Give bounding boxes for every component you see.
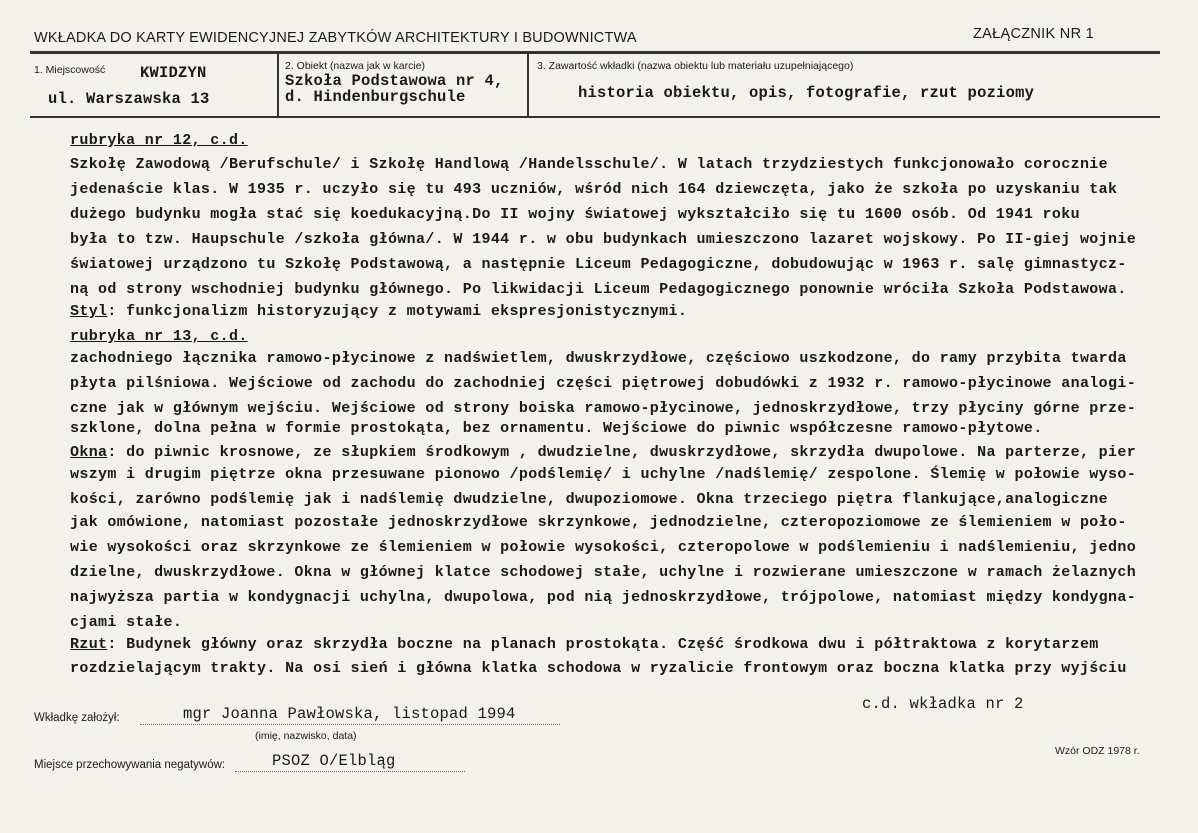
object-value: Szkoła Podstawowa nr 4, xyxy=(285,72,504,90)
style-text: : funkcjonalizm historyzujący z motywami ekspresjonistycznymi. xyxy=(107,303,688,320)
history-line-2: jedenaście klas. W 1935 r. uczyło się tu 493 uczniów, wśród nich 164 dziewczęta, jako że szkoła po uzyskaniu tak xyxy=(70,181,1118,198)
continued-note: c.d. wkładka nr 2 xyxy=(862,695,1024,713)
section-heading-13: rubryka nr 13, c.d. xyxy=(70,328,248,345)
storage-label: Miejsce przechowywania negatywów: xyxy=(34,759,226,771)
section-heading-12: rubryka nr 12, c.d. xyxy=(70,132,248,149)
history-line-1: Szkołę Zawodową /Berufschule/ i Szkołę Handlową /Handelsschule/. W latach trzydziestych funkcjonowało corocznie xyxy=(70,156,1109,173)
storage-dotted-line xyxy=(235,771,465,772)
windows-line-5: wie wysokości oraz skrzynkowe ze ślemieniem w połowie wysokości, czteropolowe w podślemieniu i nadślemieniu, jedno xyxy=(70,539,1137,556)
plan-line-2: rozdzielającym trakty. Na osi sień i główna klatka schodowa w ryzalicie frontowym oraz boczna klatka przy wyjściu xyxy=(70,660,1127,677)
history-line-3: dużego budynku mogła stać się koedukacyjną.Do II wojny światowej wykształciło się tu 1600 osób. Od 1941 roku xyxy=(70,206,1080,223)
windows-line-7: najwyższa partia w kondygnacji uchylna, dwupolowa, pod nią jednoskrzydłowe, trójpolowe, natomiast między kondygna- xyxy=(70,589,1137,606)
windows-line-2: wszym i drugim piętrze okna przesuwane pionowo /podślemię/ i uchylne /nadślemię/ zespolone. Ślemię w połowie wyso- xyxy=(70,466,1137,483)
form-title: WKŁADKA DO KARTY EWIDENCYJNEJ ZABYTKÓW ARCHITEKTURY I BUDOWNICTWA xyxy=(34,30,637,46)
object-label: 2. Obiekt (nazwa jak w karcie) xyxy=(285,60,426,72)
author-hint: (imię, nazwisko, data) xyxy=(255,730,357,742)
field-divider-1 xyxy=(277,54,279,116)
locality-value: KWIDZYN xyxy=(140,64,207,82)
form-model: Wzór ODZ 1978 r. xyxy=(1055,745,1140,757)
locality-label: 1. Miejscowość xyxy=(34,64,106,76)
windows-line-4: jak omówione, natomiast pozostałe jednoskrzydłowe skrzynkowe, jednodzielne, czteropoziomowe ze ślemieniem w poło- xyxy=(70,514,1127,531)
header-rule xyxy=(30,51,1160,54)
plan-line-1 xyxy=(70,636,1099,653)
windows-text: : do piwnic krosnowe, ze słupkiem środkowym , dwudzielne, dwuskrzydłowe, skrzydła dwupolowe. Na parterze, pier xyxy=(107,444,1137,461)
author-label: Wkładkę założył: xyxy=(34,712,120,724)
doors-line-3: czne jak w głównym wejściu. Wejściowe od strony boiska ramowo-płycinowe, jednoskrzydłowe, trzy płyciny górne prze- xyxy=(70,400,1137,417)
windows-label: Okna xyxy=(70,444,108,461)
fields-bottom-rule xyxy=(30,116,1160,118)
style-line xyxy=(70,303,687,320)
storage-value: PSOZ O/Elbląg xyxy=(272,752,396,770)
plan-text: : Budynek główny oraz skrzydła boczne na planach prostokąta. Część środkowa dwu i półtraktowa z korytarzem xyxy=(107,636,1099,653)
annex-number: ZAŁĄCZNIK NR 1 xyxy=(973,26,1095,42)
history-line-4: była to tzw. Haupschule /szkoła główna/. W 1944 r. w obu budynkach umieszczono lazaret wojskowy. Po II-giej wojnie xyxy=(70,231,1137,248)
history-line-6: ną od strony wschodniej budynku głównego. Po likwidacji Liceum Pedagogicznego ponownie wróciła Szkoła Podstawowa. xyxy=(70,281,1127,298)
windows-line-3: kości, zarówno podślemię jak i nadślemię dwudzielne, dwupoziomowe. Okna trzeciego piętra flankujące,analogiczne xyxy=(70,491,1109,508)
author-dotted-line xyxy=(140,724,560,725)
author-value: mgr Joanna Pawłowska, listopad 1994 xyxy=(183,705,516,723)
windows-line-1 xyxy=(70,444,1136,461)
doors-line-4: szklone, dolna pełna w formie prostokąta, bez ornamentu. Wejściowe do piwnic współczesne ramowo-płytowe. xyxy=(70,420,1043,437)
windows-line-8: cjami stałe. xyxy=(70,614,183,631)
windows-line-6: dzielne, dwuskrzydłowe. Okna w głównej klatce schodowej stałe, uchylne i rozwierane umieszczone w ramach żelaznych xyxy=(70,564,1137,581)
history-line-5: światowej urządzono tu Szkołę Podstawową, a następnie Liceum Pedagogiczne, dobudowując w 1963 r. salę gimnastycz- xyxy=(70,256,1127,273)
plan-label: Rzut xyxy=(70,636,108,653)
style-label: Styl xyxy=(70,303,108,320)
doors-line-2: płyta pilśniowa. Wejściowe od zachodu do zachodniej części piętrowej dobudówki z 1932 r. ramowo-płycinowe analogi- xyxy=(70,375,1137,392)
object-former-name: d. Hindenburgschule xyxy=(285,88,466,106)
contents-value: historia obiektu, opis, fotografie, rzut poziomy xyxy=(578,84,1035,102)
field-divider-2 xyxy=(527,54,529,116)
contents-label: 3. Zawartość wkładki (nazwa obiektu lub materiału uzupełniającego) xyxy=(537,60,854,72)
doors-line-1: zachodniego łącznika ramowo-płycinowe z nadświetlem, dwuskrzydłowe, częściowo uszkodzone, do ramy przybita twarda xyxy=(70,350,1127,367)
locality-street: ul. Warszawska 13 xyxy=(48,90,210,108)
